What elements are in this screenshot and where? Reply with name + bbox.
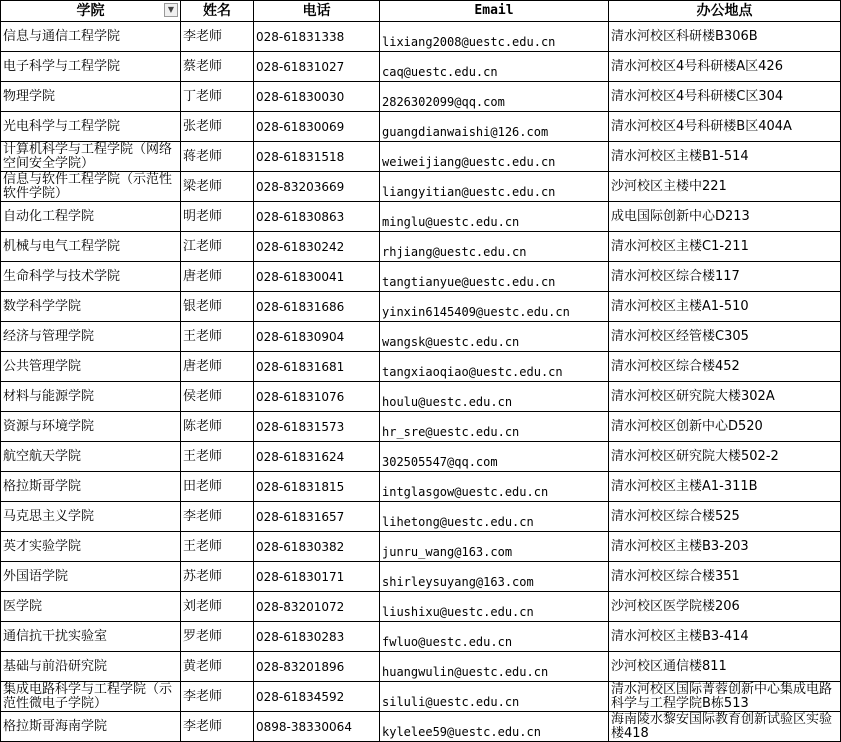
cell-email[interactable]: intglasgow@uestc.edu.cn bbox=[380, 472, 609, 502]
cell-phone[interactable]: 028-61831573 bbox=[254, 412, 380, 442]
cell-email[interactable]: junru_wang@163.com bbox=[380, 532, 609, 562]
cell-office[interactable]: 清水河校区主楼A1-311B bbox=[609, 472, 841, 502]
cell-college[interactable]: 材料与能源学院 bbox=[1, 382, 181, 412]
cell-phone[interactable]: 028-61830041 bbox=[254, 262, 380, 292]
header-office: 办公地点 bbox=[609, 1, 841, 22]
cell-email[interactable]: tangtianyue@uestc.edu.cn bbox=[380, 262, 609, 292]
table-row[interactable] bbox=[1, 322, 841, 352]
cell-name[interactable]: 明老师 bbox=[181, 202, 254, 232]
cell-office[interactable]: 清水河校区研究院大楼302A bbox=[609, 382, 841, 412]
cell-name[interactable]: 蒋老师 bbox=[181, 142, 254, 172]
cell-name[interactable]: 刘老师 bbox=[181, 592, 254, 622]
cell-office[interactable]: 清水河校区主楼C1-211 bbox=[609, 232, 841, 262]
table-row[interactable] bbox=[1, 652, 841, 682]
cell-name[interactable]: 田老师 bbox=[181, 472, 254, 502]
cell-name[interactable]: 罗老师 bbox=[181, 622, 254, 652]
cell-phone[interactable]: 028-61831518 bbox=[254, 142, 380, 172]
cell-office[interactable]: 成电国际创新中心D213 bbox=[609, 202, 841, 232]
cell-phone[interactable]: 028-61831076 bbox=[254, 382, 380, 412]
cell-name[interactable]: 唐老师 bbox=[181, 352, 254, 382]
cell-email[interactable]: kylelee59@uestc.edu.cn bbox=[380, 712, 609, 742]
cell-office[interactable]: 清水河校区经管楼C305 bbox=[609, 322, 841, 352]
table-row[interactable] bbox=[1, 352, 841, 382]
cell-name[interactable]: 梁老师 bbox=[181, 172, 254, 202]
table-row[interactable] bbox=[1, 562, 841, 592]
cell-office[interactable]: 沙河校区通信楼811 bbox=[609, 652, 841, 682]
cell-email[interactable]: minglu@uestc.edu.cn bbox=[380, 202, 609, 232]
cell-email[interactable]: tangxiaoqiao@uestc.edu.cn bbox=[380, 352, 609, 382]
cell-email[interactable]: huangwulin@uestc.edu.cn bbox=[380, 652, 609, 682]
cell-office[interactable]: 清水河校区研究院大楼502-2 bbox=[609, 442, 841, 472]
cell-college[interactable]: 格拉斯哥学院 bbox=[1, 472, 181, 502]
cell-college[interactable]: 数学科学学院 bbox=[1, 292, 181, 322]
cell-phone[interactable]: 028-61831686 bbox=[254, 292, 380, 322]
cell-name[interactable]: 李老师 bbox=[181, 22, 254, 52]
table-row[interactable] bbox=[1, 592, 841, 622]
header-row bbox=[1, 1, 841, 22]
cell-name[interactable]: 张老师 bbox=[181, 112, 254, 142]
header-phone: 电话 bbox=[254, 1, 380, 22]
cell-phone[interactable]: 028-61830904 bbox=[254, 322, 380, 352]
cell-college[interactable]: 医学院 bbox=[1, 592, 181, 622]
table-row[interactable] bbox=[1, 232, 841, 262]
table-row[interactable] bbox=[1, 262, 841, 292]
cell-email[interactable]: lixiang2008@uestc.edu.cn bbox=[380, 22, 609, 52]
cell-college[interactable]: 资源与环境学院 bbox=[1, 412, 181, 442]
table-row[interactable] bbox=[1, 382, 841, 412]
cell-office[interactable]: 清水河校区综合楼117 bbox=[609, 262, 841, 292]
table-row[interactable] bbox=[1, 502, 841, 532]
table-row[interactable] bbox=[1, 532, 841, 562]
cell-phone[interactable]: 0898-38330064 bbox=[254, 712, 380, 742]
cell-college[interactable]: 集成电路科学与工程学院（示范性微电子学院） bbox=[1, 682, 181, 712]
cell-email[interactable]: weiweijiang@uestc.edu.cn bbox=[380, 142, 609, 172]
cell-office[interactable]: 清水河校区科研楼B306B bbox=[609, 22, 841, 52]
table-row[interactable] bbox=[1, 682, 841, 712]
cell-phone[interactable]: 028-61830283 bbox=[254, 622, 380, 652]
cell-college[interactable]: 信息与通信工程学院 bbox=[1, 22, 181, 52]
cell-name[interactable]: 侯老师 bbox=[181, 382, 254, 412]
cell-phone[interactable]: 028-61831624 bbox=[254, 442, 380, 472]
table-row[interactable] bbox=[1, 412, 841, 442]
cell-email[interactable]: houlu@uestc.edu.cn bbox=[380, 382, 609, 412]
cell-office[interactable]: 海南陵水黎安国际教育创新试验区实验楼418 bbox=[609, 712, 841, 742]
cell-name[interactable]: 李老师 bbox=[181, 682, 254, 712]
cell-email[interactable]: lihetong@uestc.edu.cn bbox=[380, 502, 609, 532]
cell-college[interactable]: 格拉斯哥海南学院 bbox=[1, 712, 181, 742]
cell-email[interactable]: fwluo@uestc.edu.cn bbox=[380, 622, 609, 652]
cell-office[interactable]: 沙河校区主楼中221 bbox=[609, 172, 841, 202]
table-row[interactable] bbox=[1, 622, 841, 652]
cell-phone[interactable]: 028-61830863 bbox=[254, 202, 380, 232]
cell-college[interactable]: 经济与管理学院 bbox=[1, 322, 181, 352]
cell-college[interactable]: 物理学院 bbox=[1, 82, 181, 112]
cell-email[interactable]: shirleysuyang@163.com bbox=[380, 562, 609, 592]
cell-college[interactable]: 外国语学院 bbox=[1, 562, 181, 592]
cell-office[interactable]: 清水河校区4号科研楼A区426 bbox=[609, 52, 841, 82]
cell-name[interactable]: 黄老师 bbox=[181, 652, 254, 682]
header-college bbox=[1, 1, 181, 22]
cell-email[interactable]: yinxin6145409@uestc.edu.cn bbox=[380, 292, 609, 322]
cell-college[interactable]: 航空航天学院 bbox=[1, 442, 181, 472]
cell-email[interactable]: caq@uestc.edu.cn bbox=[380, 52, 609, 82]
cell-email[interactable]: 302505547@qq.com bbox=[380, 442, 609, 472]
cell-phone[interactable]: 028-61830382 bbox=[254, 532, 380, 562]
cell-office[interactable]: 清水河校区创新中心D520 bbox=[609, 412, 841, 442]
header-college-label: 学院 bbox=[76, 3, 105, 19]
cell-name[interactable]: 丁老师 bbox=[181, 82, 254, 112]
cell-name[interactable]: 李老师 bbox=[181, 502, 254, 532]
cell-office[interactable]: 清水河校区综合楼525 bbox=[609, 502, 841, 532]
table-row[interactable] bbox=[1, 202, 841, 232]
table-row[interactable] bbox=[1, 292, 841, 322]
cell-name[interactable]: 王老师 bbox=[181, 532, 254, 562]
table-row[interactable] bbox=[1, 82, 841, 112]
cell-office[interactable]: 清水河校区主楼B3-203 bbox=[609, 532, 841, 562]
cell-name[interactable]: 苏老师 bbox=[181, 562, 254, 592]
cell-phone[interactable]: 028-83203669 bbox=[254, 172, 380, 202]
table-row[interactable] bbox=[1, 52, 841, 82]
table-row[interactable] bbox=[1, 22, 841, 52]
cell-email[interactable]: siluli@uestc.edu.cn bbox=[380, 682, 609, 712]
cell-office[interactable]: 清水河校区4号科研楼C区304 bbox=[609, 82, 841, 112]
cell-email[interactable]: 2826302099@qq.com bbox=[380, 82, 609, 112]
cell-email[interactable]: liushixu@uestc.edu.cn bbox=[380, 592, 609, 622]
cell-phone[interactable]: 028-61830069 bbox=[254, 112, 380, 142]
table-row[interactable] bbox=[1, 712, 841, 742]
cell-college[interactable]: 自动化工程学院 bbox=[1, 202, 181, 232]
cell-college[interactable]: 机械与电气工程学院 bbox=[1, 232, 181, 262]
cell-phone[interactable]: 028-83201896 bbox=[254, 652, 380, 682]
cell-name[interactable]: 唐老师 bbox=[181, 262, 254, 292]
header-name: 姓名 bbox=[181, 1, 254, 22]
cell-name[interactable]: 李老师 bbox=[181, 712, 254, 742]
cell-phone[interactable]: 028-61834592 bbox=[254, 682, 380, 712]
table-row[interactable] bbox=[1, 172, 841, 202]
cell-college[interactable]: 马克思主义学院 bbox=[1, 502, 181, 532]
cell-name[interactable]: 陈老师 bbox=[181, 412, 254, 442]
cell-email[interactable]: rhjiang@uestc.edu.cn bbox=[380, 232, 609, 262]
cell-phone[interactable]: 028-83201072 bbox=[254, 592, 380, 622]
cell-phone[interactable]: 028-61831657 bbox=[254, 502, 380, 532]
cell-name[interactable]: 江老师 bbox=[181, 232, 254, 262]
cell-college[interactable]: 英才实验学院 bbox=[1, 532, 181, 562]
cell-college[interactable]: 生命科学与技术学院 bbox=[1, 262, 181, 292]
cell-office[interactable]: 清水河校区综合楼452 bbox=[609, 352, 841, 382]
cell-email[interactable]: hr_sre@uestc.edu.cn bbox=[380, 412, 609, 442]
cell-college[interactable]: 公共管理学院 bbox=[1, 352, 181, 382]
cell-college[interactable]: 通信抗干扰实验室 bbox=[1, 622, 181, 652]
table-row[interactable] bbox=[1, 442, 841, 472]
cell-college[interactable]: 光电科学与工程学院 bbox=[1, 112, 181, 142]
cell-email[interactable]: liangyitian@uestc.edu.cn bbox=[380, 172, 609, 202]
cell-name[interactable]: 王老师 bbox=[181, 442, 254, 472]
cell-college[interactable]: 基础与前沿研究院 bbox=[1, 652, 181, 682]
cell-name[interactable]: 王老师 bbox=[181, 322, 254, 352]
cell-name[interactable]: 蔡老师 bbox=[181, 52, 254, 82]
cell-phone[interactable]: 028-61830030 bbox=[254, 82, 380, 112]
cell-office[interactable]: 清水河校区国际菁蓉创新中心集成电路科学与工程学院B栋513 bbox=[609, 682, 841, 712]
cell-email[interactable]: guangdianwaishi@126.com bbox=[380, 112, 609, 142]
table-row[interactable] bbox=[1, 472, 841, 502]
cell-phone[interactable]: 028-61830171 bbox=[254, 562, 380, 592]
cell-office[interactable]: 沙河校区医学院楼206 bbox=[609, 592, 841, 622]
cell-college[interactable]: 计算机科学与工程学院（网络空间安全学院） bbox=[1, 142, 181, 172]
cell-phone[interactable]: 028-61831815 bbox=[254, 472, 380, 502]
cell-college[interactable]: 信息与软件工程学院（示范性软件学院） bbox=[1, 172, 181, 202]
cell-office[interactable]: 清水河校区综合楼351 bbox=[609, 562, 841, 592]
cell-phone[interactable]: 028-61830242 bbox=[254, 232, 380, 262]
table-row[interactable] bbox=[1, 112, 841, 142]
cell-phone[interactable]: 028-61831338 bbox=[254, 22, 380, 52]
cell-office[interactable]: 清水河校区主楼B3-414 bbox=[609, 622, 841, 652]
table-row[interactable] bbox=[1, 142, 841, 172]
cell-phone[interactable]: 028-61831027 bbox=[254, 52, 380, 82]
cell-phone[interactable]: 028-61831681 bbox=[254, 352, 380, 382]
cell-office[interactable]: 清水河校区主楼B1-514 bbox=[609, 142, 841, 172]
filter-dropdown-icon[interactable]: ▼ bbox=[164, 3, 178, 17]
cell-college[interactable]: 电子科学与工程学院 bbox=[1, 52, 181, 82]
cell-name[interactable]: 银老师 bbox=[181, 292, 254, 322]
header-email: Email bbox=[380, 1, 609, 22]
cell-email[interactable]: wangsk@uestc.edu.cn bbox=[380, 322, 609, 352]
cell-office[interactable]: 清水河校区4号科研楼B区404A bbox=[609, 112, 841, 142]
cell-office[interactable]: 清水河校区主楼A1-510 bbox=[609, 292, 841, 322]
